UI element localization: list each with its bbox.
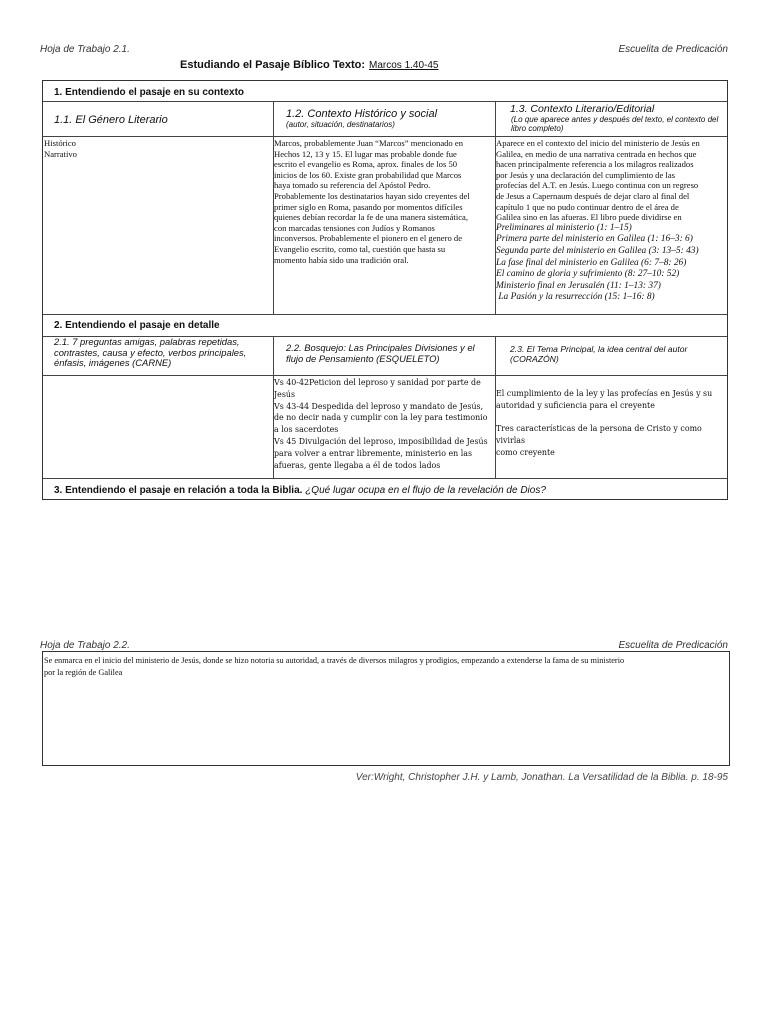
outline-line: Vs 45 Divulgación del leproso, imposibilidad de Jesús — [274, 436, 488, 446]
section-3-question: ¿Qué lugar ocupa en el flujo de la revelación de Dios? — [305, 485, 546, 496]
text-line: quienes debían recordar la fe de una manera sistemática, — [274, 212, 468, 223]
text-line: primer siglo en Roma, pasando por momentos difíciles — [274, 201, 463, 212]
outline-header: 2.2. Bosquejo: Las Principales Divisiones y el flujo de Pensamiento (ESQUELETO) — [286, 342, 475, 364]
text-line: Hechos 12, 13 y 15. El lugar mas probable donde fue — [274, 148, 457, 159]
text-line: Marcos, probablemente Juan “Marcos” mencionado en — [274, 138, 463, 148]
text-line: escrito el evangelio es Roma, aprox. finales de los 50 — [274, 159, 458, 170]
outline-line: de no decir nada y cumplir con la ley para testimonio — [274, 413, 488, 423]
observation-header: 2.1. 7 preguntas amigas, palabras repetidas, contrastes, causa y efecto, verbos principales, énfasis, imágenes (CARNE) — [54, 336, 247, 368]
book-division: La Pasión y la resurrección (15: 1–16: 8) — [496, 292, 655, 303]
outline-line: Jesús — [274, 389, 296, 399]
text-line: hacen principalmente referencia a los milagros realizados — [496, 159, 694, 170]
genre-line: Histórico — [44, 138, 76, 148]
text-line: por la región de Galilea — [44, 668, 123, 677]
outline-line: para volver a entrar libremente, ministerio en las — [274, 448, 472, 458]
worksheet-2-box — [42, 651, 730, 766]
main-theme-header: 2.3. El Tema Principal, la idea central del autor (CORAZÓN) — [510, 344, 688, 364]
book-division: Primera parte del ministerio en Galilea (1: 16–3: 6) — [496, 234, 693, 245]
text-line: capítulo 1 que no pudo continuar dentro de el área de — [496, 201, 679, 212]
outline-line: a los sacerdotes — [274, 425, 339, 435]
theme-line: Tres características de la persona de Cristo y como vivirlas — [496, 424, 702, 446]
text-line: Galilea sino en las afueras. El libro puede dividirse en — [496, 212, 682, 223]
book-division: El camino de gloria y sufrimiento (8: 27–10: 52) — [496, 269, 680, 280]
row-divider — [43, 314, 727, 315]
outline-content — [274, 377, 496, 471]
text-line: Probablemente los destinatarios hayan sido creyentes del — [274, 190, 470, 201]
text-line: Aparece en el contexto del inicio del ministerio de Jesús en — [496, 138, 700, 148]
page-title — [180, 59, 439, 71]
outline-line: Vs 40-42Peticion del leproso y sanidad por parte de — [274, 378, 481, 387]
book-division: Preliminares al ministerio (1: 1–15) — [496, 222, 632, 233]
book-division: Segunda parte del ministerio en Galilea (3: 13–5: 43) — [496, 245, 699, 256]
genre-content — [44, 138, 270, 159]
genre-header: 1.1. El Género Literario — [54, 114, 168, 126]
row-divider — [43, 101, 727, 102]
section-2-title: 2. Entendiendo el pasaje en detalle — [54, 320, 220, 331]
literary-context-title: 1.3. Contexto Literario/Editorial — [510, 103, 655, 115]
theme-spacer — [496, 412, 728, 424]
text-line: Evangelio escrito, como tal, cuestión que hasta su — [274, 243, 446, 254]
theme-line: como creyente — [496, 447, 555, 457]
historical-context-header — [286, 109, 491, 129]
text-line: profecías del A.T. en Jesús. Luego continua con un regreso — [496, 180, 699, 191]
passage-reference: Marcos 1.40-45 — [369, 60, 439, 71]
literary-context-header — [510, 104, 725, 133]
outline-line: Vs 43-44 Despedida del leproso y mandato de Jesús, — [274, 401, 484, 411]
text-line: de Jesus a Capernaum después de dejar claro al final del — [496, 190, 690, 201]
title-text: Estudiando el Pasaje Bíblico Texto: — [180, 59, 366, 71]
section-1-title: 1. Entendiendo el pasaje en su contexto — [54, 87, 245, 98]
worksheet-label: Hoja de Trabajo 2.1. — [40, 44, 130, 55]
text-line: Se enmarca en el inicio del ministerio de Jesús, donde se hizo notoria su autoridad, a través de diversos milagros y prodigios, empezando a extenderse la fama de su ministerio — [44, 656, 625, 665]
book-division: Ministerio final en Jerusalén (11: 1–13: 37) — [496, 280, 661, 291]
text-line: con marcadas tensiones con Judíos y Romanos — [274, 222, 435, 233]
bibliographic-reference: Ver:Wright, Christopher J.H. y Lamb, Jonathan. La Versatilidad de la Biblia. p. 18-95 — [355, 772, 728, 783]
school-name: Escuelita de Predicación — [618, 44, 728, 55]
row-divider — [43, 375, 727, 376]
text-line: momento había sido una tradición oral. — [274, 254, 409, 265]
row-divider — [43, 478, 727, 479]
worksheet-2-school: Escuelita de Predicación — [618, 640, 728, 651]
genre-line: Narrativo — [44, 148, 77, 159]
theme-line: autoridad y suficiencia para el creyente — [496, 400, 655, 410]
literary-context-content — [496, 138, 728, 304]
text-line: Galilea, en medio de una narrativa centrada en hechos que — [496, 148, 697, 159]
historical-context-title: 1.2. Contexto Histórico y social — [286, 108, 438, 120]
worksheet-2-label: Hoja de Trabajo 2.2. — [40, 640, 130, 651]
row-divider — [43, 136, 727, 137]
literary-context-subtitle: (Lo que aparece antes y después del texto, el contexto del libro completo) — [511, 115, 719, 133]
section-3-title — [54, 485, 546, 496]
historical-context-content — [274, 138, 496, 265]
theme-line: El cumplimiento de la ley y las profecías en Jesús y su — [496, 389, 713, 398]
text-line: inicios de los 60. Existe gran probabilidad que Marcos — [274, 169, 462, 180]
historical-context-subtitle: (autor, situación, destinatarios) — [286, 120, 395, 129]
worksheet-2-content — [44, 655, 728, 679]
book-division: La fase final del ministerio en Galilea (6: 7–8: 26) — [496, 257, 687, 268]
main-theme-content — [496, 388, 728, 459]
text-line: inconversos. Probablemente el pionero en el genero de — [274, 233, 463, 244]
worksheet-table — [42, 80, 728, 500]
section-3-heading: 3. Entendiendo el pasaje en relación a toda la Biblia. — [54, 485, 303, 496]
text-line: haya tomado su referencia del Apóstol Pedro. — [274, 180, 431, 191]
outline-line: afueras, gente llegaba a él de todos lados — [274, 460, 441, 470]
text-line: por Jesús y una declaración del cumplimiento de las — [496, 169, 675, 180]
